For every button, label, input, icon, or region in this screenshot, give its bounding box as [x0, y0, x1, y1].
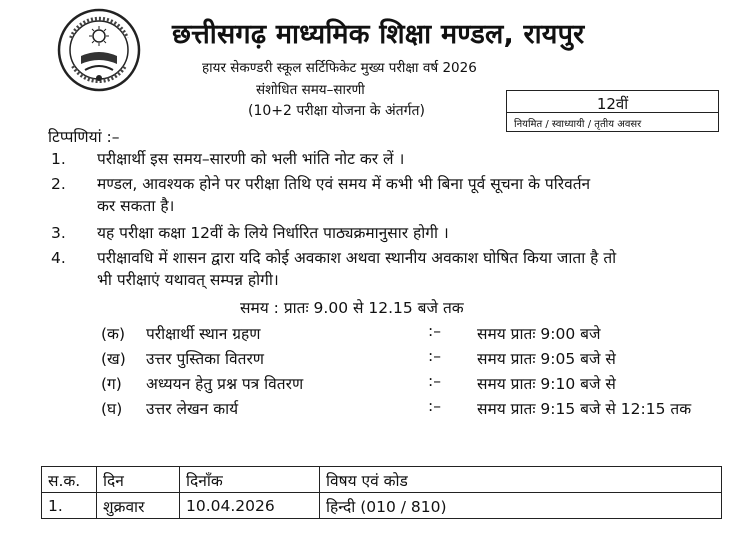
- note-text: [97, 222, 449, 244]
- column-header-day: दिन: [97, 467, 180, 493]
- schedule-title: संशोधित समय–सारणी: [256, 82, 365, 98]
- note-text: [97, 247, 616, 291]
- step-marker: (घ): [101, 400, 123, 418]
- note-number: 4.: [51, 249, 66, 267]
- step-marker: (ख): [101, 350, 126, 368]
- step-separator: :–: [428, 372, 441, 390]
- class-label: 12वीं: [596, 95, 629, 113]
- cell-subject: हिन्दी (010 / 810): [320, 493, 722, 519]
- notes-heading: टिप्पणियां :–: [48, 128, 120, 146]
- candidate-categories: नियमित / स्वाध्यायी / तृतीय अवसर: [514, 119, 642, 130]
- step-label: उत्तर लेखन कार्य: [146, 400, 239, 418]
- column-header-subject: विषय एवं कोड: [320, 467, 722, 493]
- board-emblem-logo: [57, 8, 141, 92]
- note-line: परीक्षावधि में शासन द्वारा यदि कोई अवकाश अथवा स्थानीय अवकाश घोषित किया जाता है तो: [97, 249, 617, 267]
- step-time: समय प्रातः 9:15 बजे से 12:15 तक: [477, 400, 692, 418]
- exam-timing: समय : प्रातः 9.00 से 12.15 बजे तक: [240, 299, 464, 317]
- scheme-subtitle: (10+2 परीक्षा योजना के अंतर्गत): [248, 103, 425, 119]
- class-info-box: [506, 90, 719, 132]
- note-line: मण्डल, आवश्यक होने पर परीक्षा तिथि एवं समय में कभी भी बिना पूर्व सूचना के परिवर्तन: [97, 175, 591, 193]
- step-time: समय प्रातः 9:00 बजे: [477, 325, 601, 343]
- cell-day: शुक्रवार: [97, 493, 180, 519]
- note-text: [97, 173, 590, 217]
- step-label: परीक्षार्थी स्थान ग्रहण: [146, 325, 261, 343]
- step-marker: (ग): [101, 375, 122, 393]
- exam-title: हायर सेकण्डरी स्कूल सर्टिफिकेट मुख्य परीक्षा वर्ष 2026: [202, 60, 477, 76]
- step-label: अध्ययन हेतु प्रश्न पत्र वितरण: [146, 375, 304, 393]
- class-box-divider: [507, 112, 718, 113]
- note-line: कर सकता है।: [97, 197, 175, 215]
- column-header-date: दिनाँक: [180, 467, 320, 493]
- table-row: [42, 493, 722, 519]
- step-time: समय प्रातः 9:05 बजे से: [477, 350, 616, 368]
- step-separator: :–: [428, 347, 441, 365]
- step-time: समय प्रातः 9:10 बजे से: [477, 375, 616, 393]
- note-line: यह परीक्षा कक्षा 12वीं के लिये निर्धारित पाठ्यक्रमानुसार होगी ।: [97, 224, 449, 242]
- note-text: [97, 148, 404, 170]
- step-separator: :–: [428, 322, 441, 340]
- note-line: परीक्षार्थी इस समय–सारणी को भली भांति नोट कर लें ।: [97, 150, 405, 168]
- step-label: उत्तर पुस्तिका वितरण: [146, 350, 265, 368]
- note-number: 2.: [51, 175, 66, 193]
- step-marker: (क): [101, 325, 125, 343]
- note-line: भी परीक्षाएं यथावत् सम्पन्न होगी।: [97, 271, 279, 289]
- exam-schedule-table: [41, 466, 722, 519]
- cell-serial: 1.: [42, 493, 97, 519]
- table-header-row: [42, 467, 722, 493]
- column-header-serial: स.क.: [42, 467, 97, 493]
- step-separator: :–: [428, 397, 441, 415]
- board-title: छत्तीसगढ़ माध्यमिक शिक्षा मण्डल, रायपुर: [172, 19, 585, 50]
- cell-date: 10.04.2026: [180, 493, 320, 519]
- note-number: 1.: [51, 150, 66, 168]
- note-number: 3.: [51, 224, 66, 242]
